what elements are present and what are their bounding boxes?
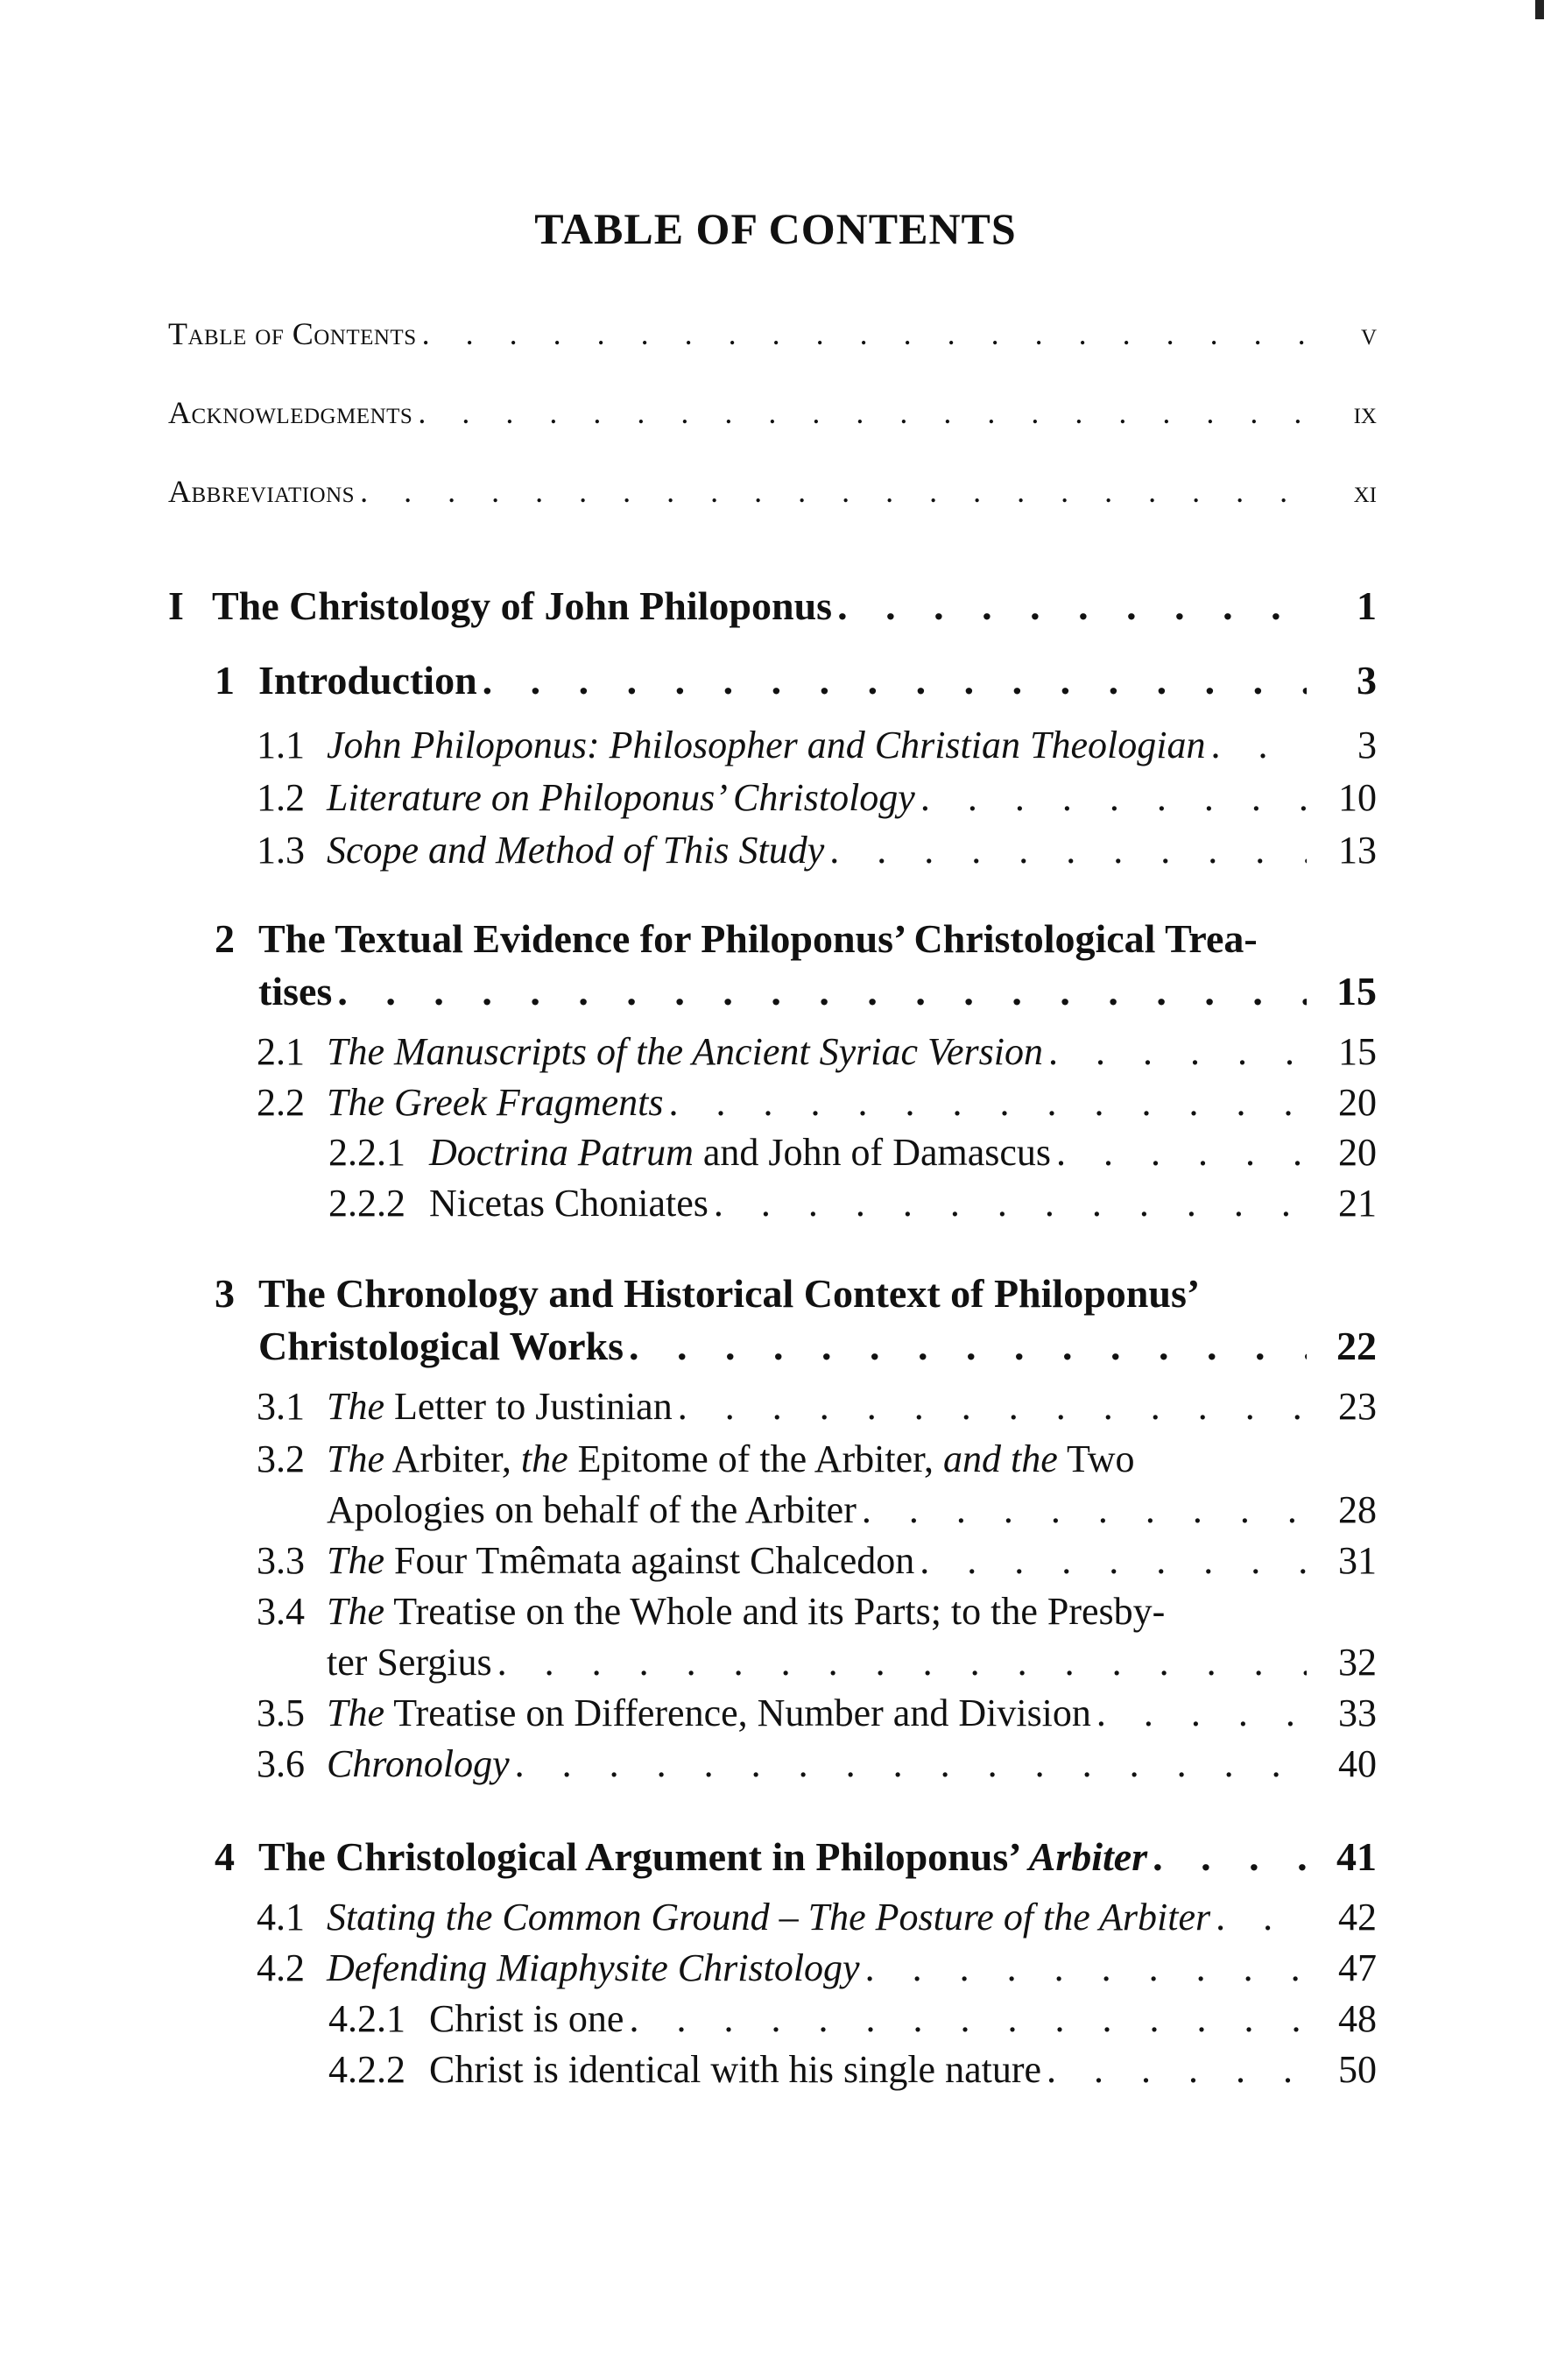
entry-title: The Textual Evidence for Philoponus’ Christological Trea- <box>258 916 1258 961</box>
leader-dots <box>510 1741 1307 1786</box>
entry-title: The Christology of John Philoponus <box>212 583 833 628</box>
page-number: 3 <box>1357 724 1377 766</box>
entry-label: 3.5 <box>257 1691 305 1734</box>
leader-dots <box>1051 1130 1307 1175</box>
entry-label: 2 <box>215 916 235 961</box>
leader-dots <box>492 1640 1307 1684</box>
entry-label: 4.2.1 <box>328 1997 405 2040</box>
leader-dots <box>824 828 1307 872</box>
leader-dots <box>1091 1691 1307 1735</box>
entry-title: Scope and Method of This Study <box>327 829 825 872</box>
page-number: 32 <box>1338 1641 1377 1684</box>
toc-entry-chapter[interactable] <box>258 1323 1377 1375</box>
page-number: 15 <box>1338 1030 1377 1073</box>
toc-entry-front[interactable] <box>168 315 1377 368</box>
entry-label: 4.2 <box>257 1946 305 1989</box>
page-number: 48 <box>1338 1997 1377 2040</box>
toc-entry-section[interactable] <box>257 828 1377 880</box>
entry-label: 1 <box>215 658 235 703</box>
entry-title: Acknowledgments <box>168 395 413 430</box>
entry-label: 2.1 <box>257 1030 305 1073</box>
entry-title: Stating the Common Ground – The Posture of the Arbiter <box>327 1896 1211 1939</box>
toc-entry-subsection[interactable] <box>328 1181 1377 1233</box>
page-number: 23 <box>1338 1385 1377 1428</box>
entry-title: The Four Tmêmata against Chalcedon <box>327 1539 915 1582</box>
entry-label: 2.2.2 <box>328 1182 405 1225</box>
page-number: 41 <box>1336 1834 1377 1879</box>
toc-entry-subsection[interactable] <box>328 1996 1377 2049</box>
entry-title-cont: tises <box>258 969 333 1013</box>
page-number: 22 <box>1336 1324 1377 1368</box>
entry-title: Defending Miaphysite Christology <box>327 1946 860 1989</box>
leader-dots <box>1210 1895 1307 1939</box>
entry-title: John Philoponus: Philosopher and Christian Theologian <box>327 724 1206 766</box>
toc-entry-subsection[interactable] <box>328 2047 1377 2100</box>
page-number: 13 <box>1338 829 1377 872</box>
leader-dots <box>412 394 1307 431</box>
entry-label: 1.1 <box>257 724 305 766</box>
leader-dots <box>857 1487 1307 1532</box>
page-number: 42 <box>1338 1896 1377 1939</box>
page-number: 50 <box>1338 2048 1377 2091</box>
leader-dots <box>1041 2047 1307 2092</box>
page-number: ix <box>1353 395 1377 430</box>
entry-label: 3.4 <box>257 1590 305 1633</box>
entry-title-cont: Apologies on behalf of the Arbiter <box>327 1488 857 1531</box>
leader-dots <box>673 1384 1307 1429</box>
toc-entry-front[interactable] <box>168 473 1377 526</box>
page-number: 20 <box>1338 1081 1377 1124</box>
entry-title: The Christological Argument in Philoponus’ Arbiter <box>258 1834 1148 1879</box>
page-number: 40 <box>1338 1742 1377 1785</box>
entry-title: Christ is identical with his single nature <box>429 2048 1042 2091</box>
toc-entry-section[interactable] <box>257 723 1377 775</box>
entry-title: Table of Contents <box>168 316 417 351</box>
entry-title: Chronology <box>327 1742 510 1785</box>
toc-entry-section[interactable] <box>257 1741 1377 1794</box>
page-number: 15 <box>1336 969 1377 1013</box>
page-number: 47 <box>1338 1946 1377 1989</box>
toc-entry-section[interactable] <box>257 1946 1377 1998</box>
entry-title: Literature on Philoponus’ Christology <box>327 776 915 819</box>
leader-dots <box>709 1181 1307 1225</box>
entry-title: Introduction <box>258 658 477 703</box>
scan-mark <box>1535 0 1544 19</box>
entry-title: Nicetas Choniates <box>429 1182 709 1225</box>
toc-entry-chapter[interactable] <box>215 1833 1377 1886</box>
leader-dots <box>664 1080 1307 1125</box>
toc-entry-chapter[interactable] <box>258 968 1377 1021</box>
toc-entry-section[interactable] <box>327 1487 1377 1540</box>
entry-label: 3.2 <box>257 1437 305 1480</box>
leader-dots <box>915 775 1307 820</box>
entry-title: The Letter to Justinian <box>327 1385 673 1428</box>
page-number: 1 <box>1357 583 1377 628</box>
entry-label: 4.1 <box>257 1896 305 1939</box>
toc-entry-section[interactable] <box>257 1384 1377 1437</box>
toc-entry-section[interactable] <box>257 775 1377 828</box>
entry-label: 2.2 <box>257 1081 305 1124</box>
leader-dots <box>624 1323 1307 1369</box>
entry-title: The Manuscripts of the Ancient Syriac Version <box>327 1030 1043 1073</box>
entry-title: The Treatise on Difference, Number and Division <box>327 1691 1091 1734</box>
leader-dots <box>1147 1833 1307 1880</box>
toc-entry-section[interactable] <box>257 1538 1377 1591</box>
leader-dots <box>477 657 1307 703</box>
entry-title: Abbreviations <box>168 474 356 509</box>
entry-label: 3.3 <box>257 1539 305 1582</box>
toc-entry-section[interactable] <box>257 1029 1377 1082</box>
toc-entry-section-line1[interactable]: 3.2 The Arbiter, the Epitome of the Arbiter, and the Two <box>257 1437 1135 1480</box>
entry-label: I <box>168 583 184 628</box>
toc-entry-chapter-line1[interactable] <box>215 915 1377 962</box>
entry-title: Doctrina Patrum and John of Damascus <box>429 1131 1052 1174</box>
entry-label: 2.2.1 <box>328 1131 405 1174</box>
leader-dots <box>914 1538 1307 1583</box>
entry-title: The Chronology and Historical Context of Philoponus’ <box>258 1271 1201 1316</box>
page-number: xi <box>1353 474 1377 509</box>
leader-dots <box>417 315 1307 352</box>
page-number: 31 <box>1338 1539 1377 1582</box>
page-title: TABLE OF CONTENTS <box>534 204 1017 253</box>
entry-title-cont: ter Sergius <box>327 1641 492 1684</box>
toc-entry-section[interactable] <box>257 1895 1377 1947</box>
toc-entry-section-line1[interactable]: 3.4 The Treatise on the Whole and its Parts; to the Presby- <box>257 1590 1166 1633</box>
leader-dots <box>332 968 1307 1014</box>
toc-entry-section[interactable] <box>257 1080 1377 1133</box>
leader-dots <box>355 473 1307 510</box>
toc-entry-front[interactable] <box>168 394 1377 447</box>
entry-label: 1.3 <box>257 829 305 872</box>
toc-entry-section[interactable] <box>257 1691 1377 1743</box>
page-number: 3 <box>1357 658 1377 703</box>
toc-entry-section[interactable] <box>327 1640 1377 1692</box>
leader-dots <box>1043 1029 1307 1074</box>
page-number: 10 <box>1338 776 1377 819</box>
toc-entry-part[interactable] <box>168 583 1377 635</box>
page-number: v <box>1360 316 1377 351</box>
entry-title-cont: Christological Works <box>258 1324 624 1368</box>
entry-label: 4.2.2 <box>328 2048 405 2091</box>
leader-dots <box>1205 723 1307 767</box>
page-number: 28 <box>1338 1488 1377 1531</box>
toc-entry-chapter[interactable] <box>215 657 1377 710</box>
toc-entry-subsection[interactable] <box>328 1130 1377 1183</box>
entry-label: 1.2 <box>257 776 305 819</box>
leader-dots <box>832 583 1307 629</box>
entry-label: 3.6 <box>257 1742 305 1785</box>
entry-label: 3.1 <box>257 1385 305 1428</box>
entry-title: The Greek Fragments <box>327 1081 664 1124</box>
toc-entry-chapter-line1[interactable] <box>215 1270 1377 1317</box>
page-number: 33 <box>1338 1691 1377 1734</box>
entry-label: 3 <box>215 1271 235 1316</box>
leader-dots <box>624 1996 1307 2041</box>
entry-label: 4 <box>215 1834 235 1879</box>
leader-dots <box>860 1946 1307 1990</box>
entry-title: Christ is one <box>429 1997 624 2040</box>
page-number: 20 <box>1338 1131 1377 1174</box>
page-number: 21 <box>1338 1182 1377 1225</box>
